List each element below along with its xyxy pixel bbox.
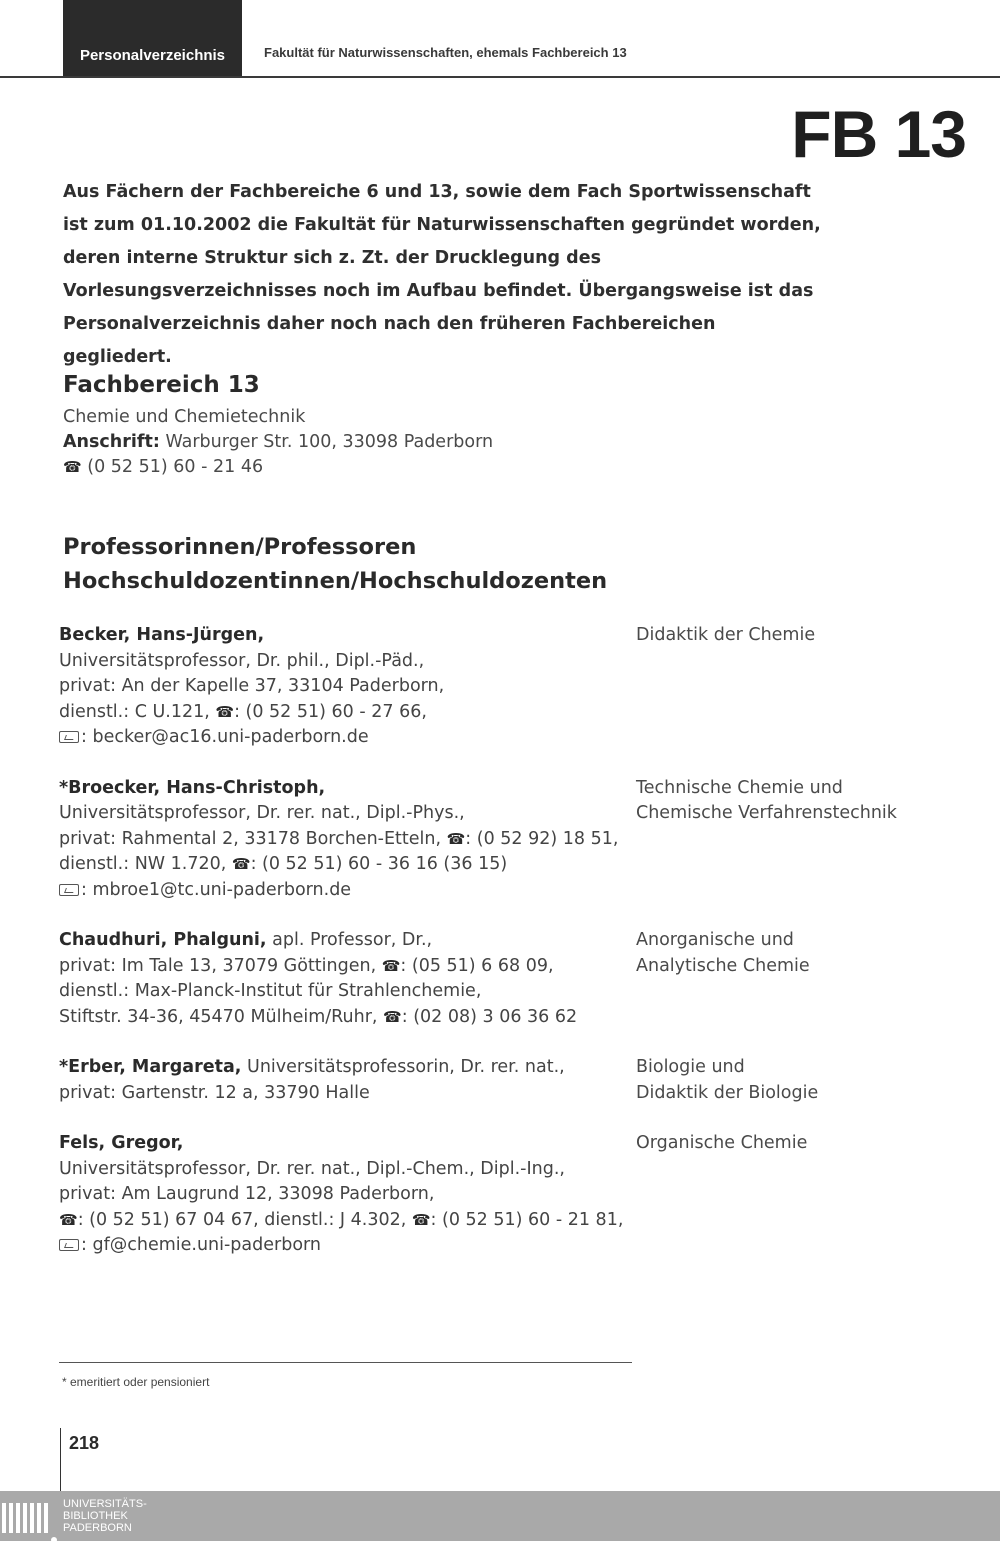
person-entry: [59, 776, 959, 904]
person-line: [59, 1233, 636, 1259]
footnote-divider: [59, 1362, 632, 1363]
field-line: Biologie und: [636, 1057, 745, 1077]
person-email[interactable]: : mbroe1@tc.uni-paderborn.de: [81, 879, 352, 900]
person-text: : (0 52 51) 60 - 21 81,: [430, 1209, 624, 1230]
person-field: [636, 623, 815, 751]
section-title-line2: Hochschuldozentinnen/Hochschuldozenten: [63, 568, 608, 594]
person-email[interactable]: : becker@ac16.uni-paderborn.de: [81, 727, 369, 747]
person-line: Universitätsprofessor, Dr. rer. nat., Dipl.-Phys.,: [59, 803, 465, 823]
person-line: privat: Am Laugrund 12, 33098 Paderborn,: [59, 1184, 435, 1204]
person-line: [59, 878, 636, 904]
field-line: Anorganische und: [636, 930, 794, 950]
library-line: PADERBORN: [63, 1522, 132, 1534]
envelope-icon: [59, 731, 79, 743]
person-details: [59, 1131, 636, 1259]
person-line: [59, 1208, 636, 1234]
field-line: Didaktik der Biologie: [636, 1082, 819, 1103]
field-line: Organische Chemie: [636, 1133, 808, 1153]
telephone-icon: ☎: [446, 829, 466, 848]
person-text: : (0 52 92) 18 51,: [465, 828, 619, 849]
header-tab-label: Personalverzeichnis: [79, 47, 226, 64]
person-entry: [59, 1055, 959, 1106]
person-text: : (0 52 51) 67 04 67, dienstl.: J 4.302,: [77, 1209, 412, 1230]
person-field: [636, 1131, 807, 1259]
telephone-icon: ☎: [59, 1210, 78, 1229]
person-details: [59, 623, 636, 751]
page-number-rule: [60, 1428, 61, 1492]
telephone-icon: ☎: [383, 1007, 402, 1026]
person-line: dienstl.: Max-Planck-Institut für Strahlenchemie,: [59, 981, 482, 1001]
person-text: privat: Rahmental 2, 33178 Borchen-Etteln,: [59, 828, 447, 849]
field-line: Analytische Chemie: [636, 955, 810, 976]
person-email[interactable]: : gf@chemie.uni-paderborn: [81, 1235, 322, 1255]
person-line: [59, 827, 636, 853]
person-line: [59, 1005, 636, 1031]
library-line: UNIVERSITÄTS-: [63, 1498, 147, 1510]
address-value: Warburger Str. 100, 33098 Paderborn: [165, 432, 494, 452]
person-field: [636, 1055, 818, 1106]
person-title: apl. Professor, Dr.,: [266, 930, 433, 950]
person-text: : (05 51) 6 68 09,: [400, 955, 554, 976]
section-title: [63, 530, 607, 598]
telephone-icon: ☎: [381, 956, 401, 975]
header-subtitle: Fakultät für Naturwissenschaften, ehemals Fachbereich 13: [264, 45, 627, 60]
person-entry: [59, 623, 959, 751]
intro-paragraph: Aus Fächern der Fachbereiche 6 und 13, sowie dem Fach Sportwissenschaft ist zum 01.10.2002 die Fakultät für Naturwissenschaften gegründet worden, deren interne Struktur sich z. Zt. der Drucklegung des Vorlesungsverzeichnisses noch im Aufbau befindet. Übergangsweise ist das Personalverzeichnis daher noch nach den früheren Fachbereichen gegliedert.: [63, 182, 821, 367]
header-divider: [0, 76, 1000, 78]
person-details: [59, 1055, 636, 1106]
person-text: : (0 52 51) 60 - 27 66,: [234, 701, 427, 722]
library-logo: [0, 1491, 147, 1541]
person-name: Chaudhuri, Phalguni,: [59, 930, 267, 950]
library-line: BIBLIOTHEK: [63, 1510, 128, 1522]
field-line: Didaktik der Chemie: [636, 625, 816, 645]
person-text: dienstl.: NW 1.720,: [59, 854, 232, 874]
person-name: Becker, Hans-Jürgen,: [59, 625, 265, 645]
telephone-icon: ☎: [63, 458, 82, 476]
fachbereich-info: [63, 405, 493, 480]
person-text: : (0 52 51) 60 - 36 16 (36 15): [250, 854, 508, 874]
telephone-icon: ☎: [231, 855, 251, 873]
person-line: privat: An der Kapelle 37, 33104 Paderborn,: [59, 676, 445, 696]
library-logo-text: [63, 1498, 147, 1534]
person-line: [59, 954, 636, 980]
phone-value: (0 52 51) 60 - 21 46: [87, 457, 264, 477]
person-details: [59, 928, 636, 1030]
page-number: 218: [69, 1433, 100, 1453]
person-name: *Erber, Margareta,: [59, 1057, 242, 1077]
header-tab: [63, 0, 242, 78]
envelope-icon: [59, 1239, 79, 1251]
person-field: [636, 776, 897, 904]
fachbereich-phone: [63, 455, 493, 480]
envelope-icon: [59, 884, 79, 896]
people-list: [59, 623, 959, 1284]
person-name: *Broecker, Hans-Christoph,: [59, 777, 326, 798]
person-line: [59, 700, 636, 726]
person-text: Stiftstr. 34-36, 45470 Mülheim/Ruhr,: [59, 1006, 384, 1027]
field-line: Technische Chemie und: [636, 777, 843, 798]
fachbereich-subject: Chemie und Chemietechnik: [63, 407, 306, 427]
fachbereich-address: [63, 430, 493, 455]
person-line: privat: Gartenstr. 12 a, 33790 Halle: [59, 1082, 370, 1103]
person-details: [59, 776, 636, 904]
footnote: * emeritiert oder pensioniert: [62, 1375, 210, 1389]
fachbereich-heading: Fachbereich 13: [63, 372, 260, 398]
person-text: dienstl.: C U.121,: [59, 701, 216, 722]
person-line: [59, 852, 636, 878]
telephone-icon: ☎: [411, 1210, 431, 1229]
person-text: : (02 08) 3 06 36 62: [401, 1006, 578, 1027]
person-title: Universitätsprofessorin, Dr. rer. nat.,: [241, 1057, 565, 1077]
fb-mark: FB 13: [791, 97, 966, 171]
person-entry: [59, 1131, 959, 1259]
person-line: [59, 725, 636, 751]
address-label: Anschrift:: [63, 432, 160, 452]
person-text: privat: Im Tale 13, 37079 Göttingen,: [59, 955, 382, 976]
person-line: Universitätsprofessor, Dr. phil., Dipl.-Päd.,: [59, 650, 425, 671]
person-field: [636, 928, 810, 1030]
library-logo-bars-icon: [2, 1499, 57, 1533]
library-footer-bar: [0, 1491, 1000, 1541]
person-name: Fels, Gregor,: [59, 1133, 184, 1153]
person-line: Universitätsprofessor, Dr. rer. nat., Dipl.-Chem., Dipl.-Ing.,: [59, 1158, 565, 1179]
field-line: Chemische Verfahrenstechnik: [636, 803, 897, 823]
section-title-line1: Professorinnen/Professoren: [63, 534, 417, 560]
person-entry: [59, 928, 959, 1030]
telephone-icon: ☎: [215, 702, 235, 721]
